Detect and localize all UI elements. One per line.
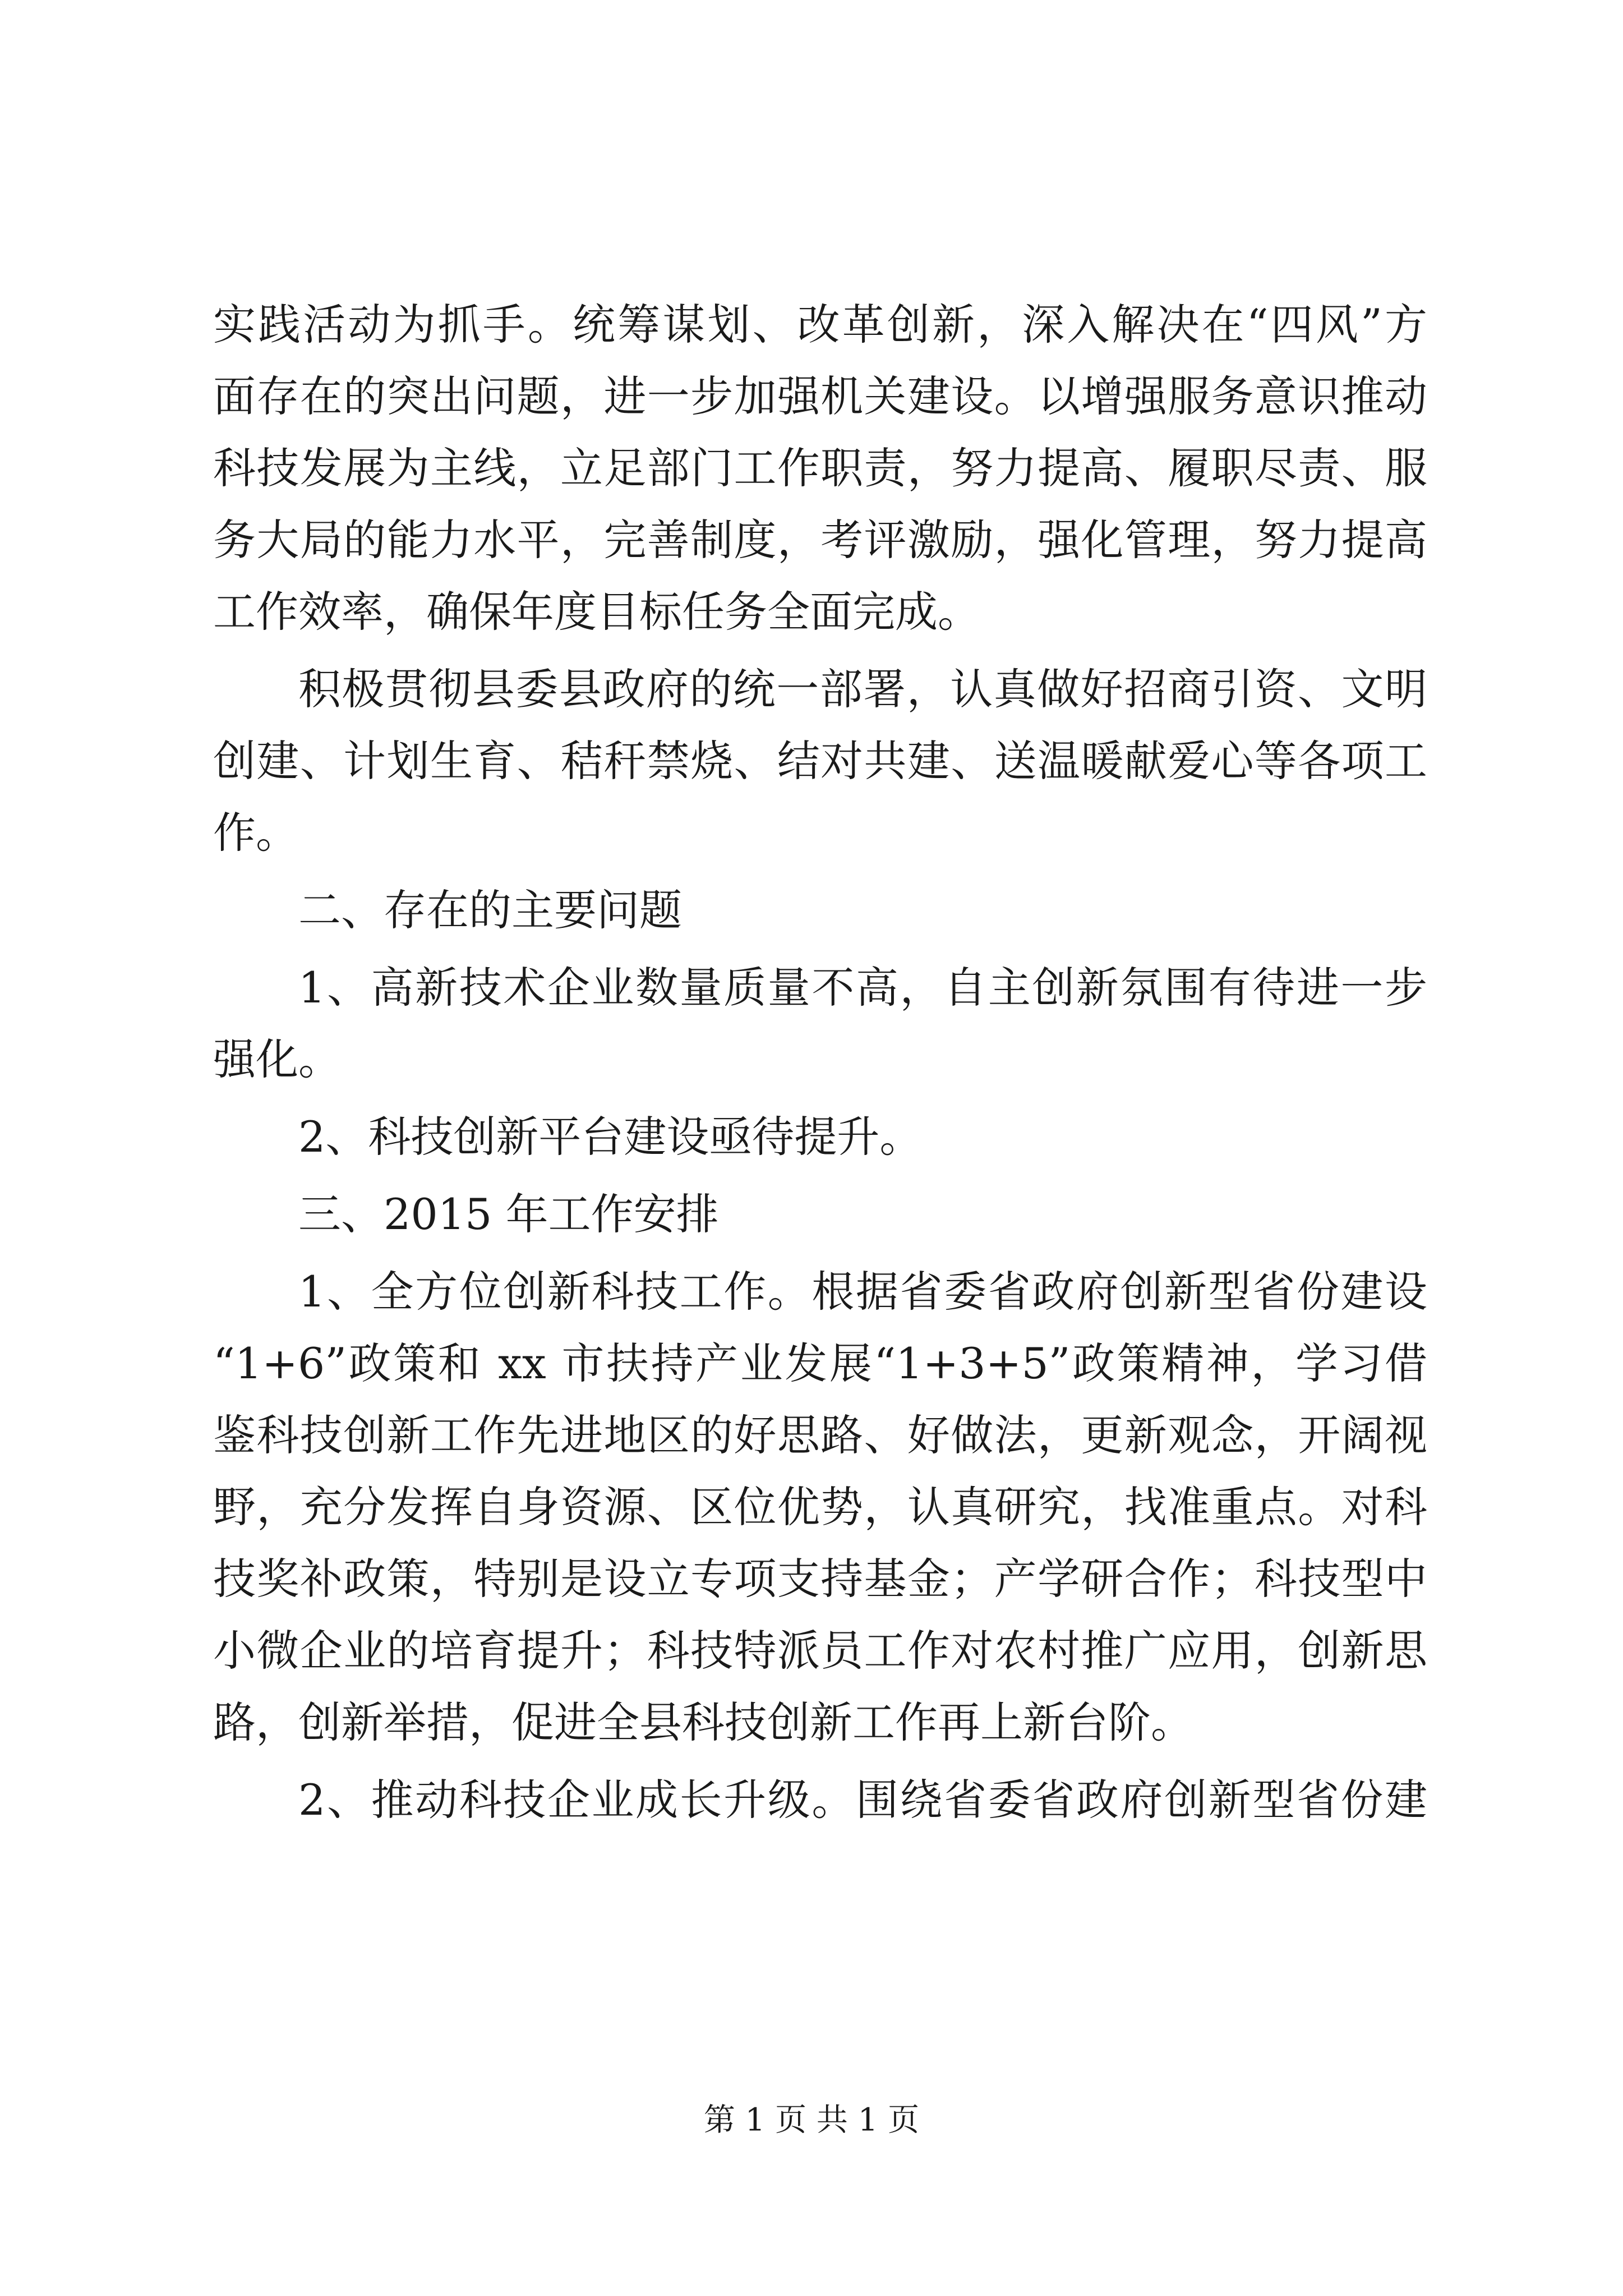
text-line: 1、全方位创新科技工作。根据省委省政府创新型省份建设 xyxy=(298,1267,1427,1317)
text-line: 实践活动为抓手。统筹谋划、改革创新，深入解决在“四风”方 xyxy=(213,300,1427,349)
text-line: 面存在的突出问题，进一步加强机关建设。以增强服务意识推动 xyxy=(213,371,1427,421)
text-line: 科技发展为主线，立足部门工作职责，努力提高、履职尽责、服 xyxy=(213,443,1427,493)
text-line: 务大局的能力水平，完善制度，考评激励，强化管理，努力提高 xyxy=(213,515,1427,565)
text-line: 路，创新举措，促进全县科技创新工作再上新台阶。 xyxy=(213,1697,1193,1747)
text-line: 野，充分发挥自身资源、区位优势，认真研究，找准重点。对科 xyxy=(213,1482,1427,1532)
text-line: 工作效率，确保年度目标任务全面完成。 xyxy=(213,587,980,637)
text-line: 小微企业的培育提升；科技特派员工作对农村推广应用，创新思 xyxy=(213,1626,1427,1676)
text-line: 2、科技创新平台建设亟待提升。 xyxy=(298,1112,923,1162)
text-line: 创建、计划生育、秸秆禁烧、结对共建、送温暖献爱心等各项工 xyxy=(213,736,1427,786)
text-line: 鉴科技创新工作先进地区的好思路、好做法，更新观念，开阔视 xyxy=(213,1410,1427,1460)
text-line: 1、高新技术企业数量质量不高，自主创新氛围有待进一步 xyxy=(298,963,1427,1013)
text-line: 强化。 xyxy=(213,1034,341,1084)
text-line: 技奖补政策，特别是设立专项支持基金；产学研合作；科技型中 xyxy=(213,1554,1427,1604)
text-line: 作。 xyxy=(213,808,298,858)
page-footer: 第 1 页 共 1 页 xyxy=(703,2102,920,2138)
document-body xyxy=(213,289,1427,1836)
text-line: “1+6”政策和 xx 市扶持产业发展“1+3+5”政策精神，学习借 xyxy=(213,1338,1427,1388)
text-line: 三、2015 年工作安排 xyxy=(298,1189,719,1239)
text-line: 二、存在的主要问题 xyxy=(298,885,682,935)
text-line: 2、推动科技企业成长升级。围绕省委省政府创新型省份建 xyxy=(298,1775,1427,1825)
text-line: 积极贯彻县委县政府的统一部署，认真做好招商引资、文明 xyxy=(298,664,1427,714)
